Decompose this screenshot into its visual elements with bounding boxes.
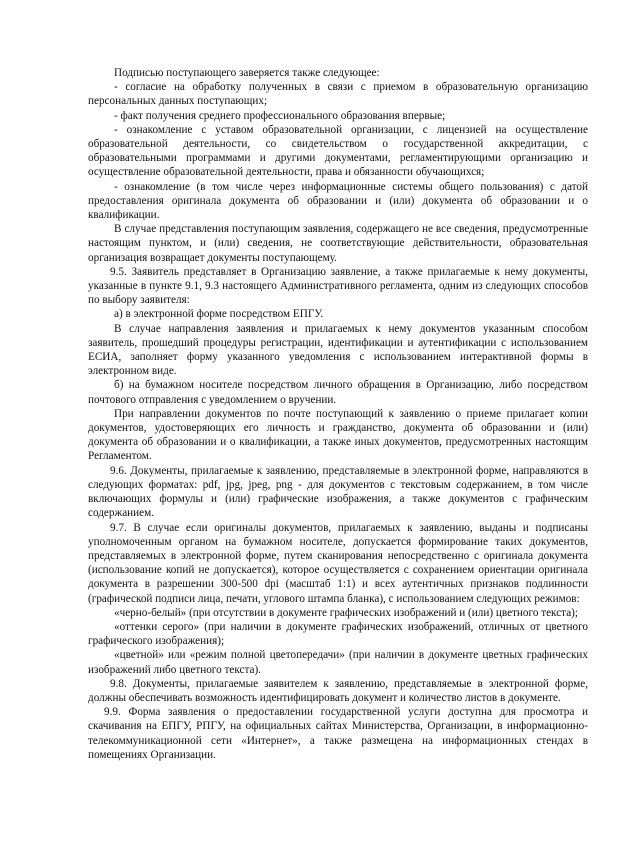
paragraph: 9.8. Документы, прилагаемые заявителем к заявлению, представляемые в электронной форме, должны обеспечивать возможность идентифицировать документ и количество листов в документе. [88, 677, 588, 704]
paragraph: При направлении документов по почте поступающий к заявлению о приеме прилагает копии документов, удостоверяющих его личность и гражданство, документа об образовании и (или) документа об образовании и о квалификации, а также иных документов, предусмотренных настоящим Регламентом. [88, 407, 588, 463]
paragraph: В случае направления заявления и прилагаемых к нему документов указанным способом заявитель, прошедший процедуры регистрации, идентификации и аутентификации с использованием ЕСИА, заполняет форму указанного уведомления с использованием интерактивной формы в электронном виде. [88, 322, 588, 378]
paragraph: 9.6. Документы, прилагаемые к заявлению, представляемые в электронной форме, направляются в следующих форматах: pdf, jpg, jpeg, png - для документов с текстовым содержанием, в том числе включающих формулы и (или) графические изображения, а также документов с графическим содержанием. [88, 464, 588, 520]
paragraph: 9.7. В случае если оригиналы документов, прилагаемых к заявлению, выданы и подписаны уполномоченным органом на бумажном носителе, допускается формирование таких документов, представляемых в электронной форме, путем сканирования непосредственно с оригинала документа (использование копий не допускается), которое осуществляется с сохранением ориентации оригинала документа в разрешении 300-500 dpi (масштаб 1:1) и всех аутентичных признаков подлинности (графической подписи лица, печати, углового штампа бланка), с использованием следующих режимов: [88, 521, 588, 605]
paragraph: «оттенки серого» (при наличии в документе графических изображений, отличных от цветного графического изображения); [88, 620, 588, 648]
paragraph: - согласие на обработку полученных в связи с приемом в образовательную организацию персональных данных поступающих; [88, 81, 588, 108]
paragraph: «черно-белый» (при отсутствии в документе графических изображений и (или) цветного текста); [114, 606, 579, 619]
paragraph: «цветной» или «режим полной цветопередачи» (при наличии в документе цветных графических изображений либо цветного текста). [88, 649, 588, 676]
paragraph: - факт получения среднего профессионального образования впервые; [114, 109, 446, 122]
paragraph: В случае представления поступающим заявления, содержащего не все сведения, предусмотренные настоящим пунктом, и (или) сведения, не соответствующие действительности, образовательная организация возвращает документы поступающему. [88, 223, 588, 264]
paragraph: 9.9. Форма заявления о предоставлении государственной услуги доступна для просмотра и скачивания на ЕПГУ, РПГУ, на официальных сайтах Министерства, Организации, в информационно-телекоммуникационной сети «Интернет», а также размещена на информационных стендах в помещениях Организации. [88, 706, 588, 761]
paragraph: Подписью поступающего заверяется также следующее: [114, 67, 380, 79]
paragraph: - ознакомление с уставом образовательной организации, с лицензией на осуществление образовательной деятельности, со свидетельством о государственной аккредитации, с образовательными программами и другими документами, регламентирующими организацию и осуществление образовательной деятельности, права и обязанности обучающихся; [88, 123, 588, 179]
paragraph: - ознакомление (в том числе через информационные системы общего пользования) с датой предоставления оригинала документа об образовании и (или) документа об образовании и о квалификации. [88, 180, 588, 222]
paragraph: 9.5. Заявитель представляет в Организацию заявление, а также прилагаемые к нему документы, указанные в пункте 9.1, 9.3 настоящего Административного регламента, одним из следующих способов по выбору заявителя: [88, 265, 588, 307]
paragraph: б) на бумажном носителе посредством личного обращения в Организацию, либо посредством почтового отправления с уведомлением о вручении. [88, 379, 588, 406]
paragraph: а) в электронной форме посредством ЕПГУ. [114, 308, 324, 321]
